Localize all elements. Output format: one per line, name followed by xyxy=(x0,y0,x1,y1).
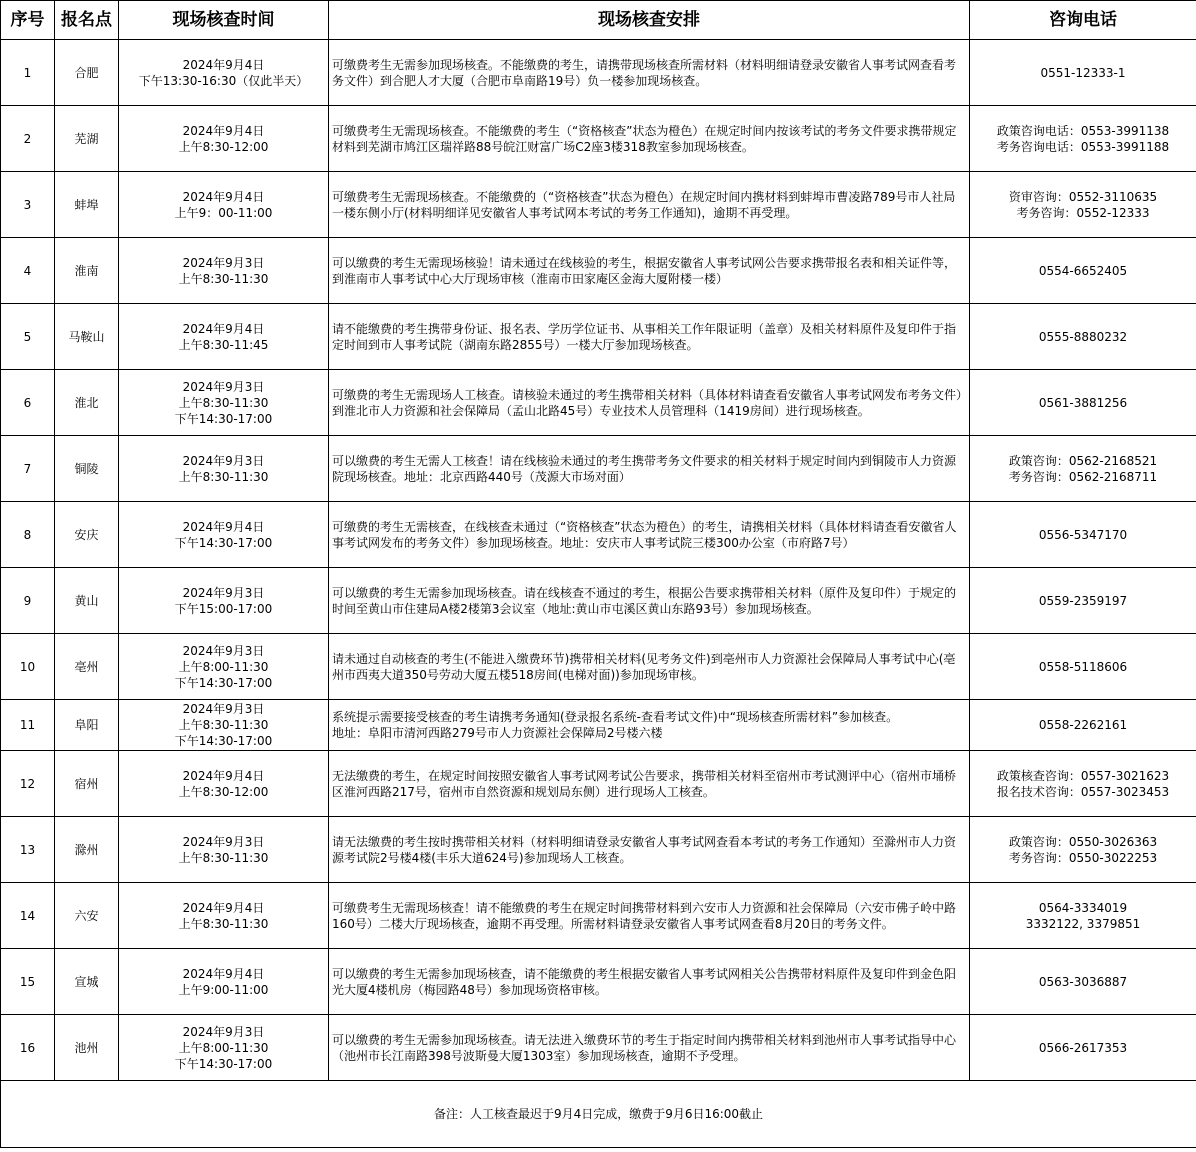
time-line: 上午8:00-11:30 xyxy=(178,659,269,674)
table-row xyxy=(1,700,1196,751)
row-time xyxy=(119,304,329,370)
table-row xyxy=(1,106,1196,172)
phone-line: 0555-8880232 xyxy=(1038,329,1128,344)
row-site: 铜陵 xyxy=(55,436,119,502)
row-arrangement xyxy=(329,817,970,883)
row-time xyxy=(119,106,329,172)
phone-line: 考务咨询：0550-3022253 xyxy=(1008,850,1158,865)
row-arrangement xyxy=(329,700,970,751)
row-time xyxy=(119,568,329,634)
time-line: 下午13:30-16:30（仅此半天） xyxy=(138,73,309,88)
table-row xyxy=(1,883,1196,949)
row-arrangement xyxy=(329,568,970,634)
phone-line: 0563-3036887 xyxy=(1038,974,1128,989)
arrangement-text: 可以缴费的考生无需参加现场核查。请无法进入缴费环节的考生于指定时间内携带相关材料到池州市人事考试指导中心（池州市长江南路398号波斯曼大厦1303室）参加现场核查，逾期不予受理。 xyxy=(332,1032,957,1063)
row-time xyxy=(119,40,329,106)
arrangement-text: 请无法缴费的考生按时携带相关材料（材料明细请登录安徽省人事考试网查看本考试的考务工作通知）至滁州市人力资源考试院2号楼4楼(丰乐大道624号)参加现场人工核查。 xyxy=(332,834,957,865)
row-arrangement xyxy=(329,370,970,436)
row-time xyxy=(119,751,329,817)
row-time xyxy=(119,238,329,304)
row-index: 8 xyxy=(1,502,55,568)
row-site: 六安 xyxy=(55,883,119,949)
time-line: 2024年9月3日 xyxy=(182,585,265,600)
row-index: 11 xyxy=(1,700,55,751)
time-line: 2024年9月4日 xyxy=(182,57,265,72)
row-time xyxy=(119,700,329,751)
row-arrangement xyxy=(329,1015,970,1081)
row-phone xyxy=(970,700,1196,751)
footer-row xyxy=(1,1081,1196,1148)
phone-line: 政策核查咨询：0557-3021623 xyxy=(996,768,1170,783)
row-time xyxy=(119,883,329,949)
phone-line: 考务咨询：0562-2168711 xyxy=(1008,469,1158,484)
phone-line: 0556-5347170 xyxy=(1038,527,1128,542)
table-row xyxy=(1,238,1196,304)
time-line: 2024年9月3日 xyxy=(182,453,265,468)
row-index: 2 xyxy=(1,106,55,172)
table-row xyxy=(1,634,1196,700)
time-line: 2024年9月4日 xyxy=(182,519,265,534)
row-phone xyxy=(970,106,1196,172)
time-line: 上午8:30-11:30 xyxy=(178,271,269,286)
row-site: 淮南 xyxy=(55,238,119,304)
phone-line: 0551-12333-1 xyxy=(1040,65,1126,80)
row-phone xyxy=(970,634,1196,700)
time-line: 上午8:30-11:30 xyxy=(178,469,269,484)
row-site: 安庆 xyxy=(55,502,119,568)
row-arrangement xyxy=(329,634,970,700)
header-site: 报名点 xyxy=(55,1,119,40)
time-line: 上午8:30-12:00 xyxy=(178,139,269,154)
arrangement-text: 可以缴费的考生无需参加现场核查，请不能缴费的考生根据安徽省人事考试网相关公告携带材料原件及复印件到金色阳光大厦4楼机房（梅园路48号）参加现场资格审核。 xyxy=(332,966,957,997)
row-phone xyxy=(970,502,1196,568)
arrangement-text: 无法缴费的考生，在规定时间按照安徽省人事考试网考试公告要求，携带相关材料至宿州市考试测评中心（宿州市埇桥区淮河西路217号，宿州市自然资源和规划局东侧）进行现场人工核查。 xyxy=(332,768,957,799)
row-time xyxy=(119,370,329,436)
table-row xyxy=(1,1015,1196,1081)
row-phone xyxy=(970,568,1196,634)
table-row xyxy=(1,436,1196,502)
time-line: 2024年9月4日 xyxy=(182,321,265,336)
row-site: 芜湖 xyxy=(55,106,119,172)
row-phone xyxy=(970,817,1196,883)
row-index: 10 xyxy=(1,634,55,700)
row-site: 合肥 xyxy=(55,40,119,106)
arrangement-text: 请不能缴费的考生携带身份证、报名表、学历学位证书、从事相关工作年限证明（盖章）及相关材料原件及复印件于指定时间到市人事考试院（湖南东路2855号）一楼大厅参加现场核查。 xyxy=(332,321,957,352)
row-arrangement xyxy=(329,40,970,106)
phone-line: 考务咨询：0552-12333 xyxy=(1016,205,1150,220)
row-index: 7 xyxy=(1,436,55,502)
arrangement-text: 请未通过自动核查的考生(不能进入缴费环节)携带相关材料(见考务文件)到亳州市人力资源社会保障局人事考试中心(亳州市西夷大道350号劳动大厦五楼518房间(电梯对面))参加现场审核。 xyxy=(332,651,956,682)
arrangement-text: 可缴费的考生无需现场人工核查。请核验未通过的考生携带相关材料（具体材料请查看安徽省人事考试网发布考务文件）到淮北市人力资源和社会保障局（孟山北路45号）专业技术人员管理科（1419房间）进行现场核查。 xyxy=(332,387,963,418)
row-arrangement xyxy=(329,172,970,238)
row-time xyxy=(119,172,329,238)
row-arrangement xyxy=(329,304,970,370)
row-time xyxy=(119,949,329,1015)
table-body xyxy=(1,40,1196,1081)
row-time xyxy=(119,1015,329,1081)
phone-line: 政策咨询电话：0553-3991138 xyxy=(996,123,1170,138)
row-index: 13 xyxy=(1,817,55,883)
time-line: 上午8:30-11:30 xyxy=(178,718,269,732)
row-time xyxy=(119,502,329,568)
time-line: 上午9:00-11:00 xyxy=(178,982,269,997)
row-phone xyxy=(970,949,1196,1015)
row-phone xyxy=(970,238,1196,304)
header-arrangement: 现场核查安排 xyxy=(329,1,970,40)
arrangement-address: 地址：阜阳市清河西路279号市人力资源社会保障局2号楼六楼 xyxy=(332,726,663,740)
row-time xyxy=(119,634,329,700)
row-arrangement xyxy=(329,883,970,949)
table-row xyxy=(1,40,1196,106)
arrangement-text: 系统提示需要接受核查的考生请携考务通知(登录报名系统-查看考试文件)中“现场核查所需材料”参加核查。 xyxy=(332,710,899,724)
table-row xyxy=(1,502,1196,568)
row-index: 14 xyxy=(1,883,55,949)
phone-line: 0559-2359197 xyxy=(1038,593,1128,608)
row-site: 亳州 xyxy=(55,634,119,700)
footer-note: 备注：人工核查最迟于9月4日完成，缴费于9月6日16:00截止 xyxy=(1,1081,1196,1148)
phone-line: 资审咨询：0552-3110635 xyxy=(1008,189,1158,204)
time-line: 上午8:30-11:30 xyxy=(178,916,269,931)
phone-line: 考务咨询电话：0553-3991188 xyxy=(996,139,1170,154)
time-line: 上午8:30-12:00 xyxy=(178,784,269,799)
table-row xyxy=(1,370,1196,436)
row-phone xyxy=(970,883,1196,949)
row-index: 16 xyxy=(1,1015,55,1081)
table-row xyxy=(1,568,1196,634)
row-arrangement xyxy=(329,949,970,1015)
time-line: 下午14:30-17:00 xyxy=(174,675,273,690)
time-line: 2024年9月3日 xyxy=(182,702,265,716)
table-row xyxy=(1,949,1196,1015)
time-line: 2024年9月4日 xyxy=(182,900,265,915)
time-line: 2024年9月4日 xyxy=(182,123,265,138)
row-index: 5 xyxy=(1,304,55,370)
row-phone xyxy=(970,1015,1196,1081)
phone-line: 0564-3334019 xyxy=(1038,900,1128,915)
time-line: 下午14:30-17:00 xyxy=(174,734,273,748)
row-site: 马鞍山 xyxy=(55,304,119,370)
time-line: 上午8:30-11:30 xyxy=(178,395,269,410)
phone-line: 3332122, 3379851 xyxy=(1025,916,1141,931)
arrangement-text: 可缴费考生无需现场核查！请不能缴费的考生在规定时间携带材料到六安市人力资源和社会保障局（六安市佛子岭中路160号）二楼大厅现场核查，逾期不再受理。所需材料请登录安徽省人事考试网查看8月20日的考务文件。 xyxy=(332,900,957,931)
arrangement-text: 可缴费的考生无需核查，在线核查未通过（“资格核查”状态为橙色）的考生，请携相关材料（具体材料请查看安徽省人事考试网发布的考务文件）参加现场核查。地址：安庆市人事考试院三楼300办公室（市府路7号） xyxy=(332,519,957,550)
phone-line: 0561-3881256 xyxy=(1038,395,1128,410)
row-index: 6 xyxy=(1,370,55,436)
row-index: 4 xyxy=(1,238,55,304)
time-line: 2024年9月3日 xyxy=(182,643,265,658)
row-site: 宣城 xyxy=(55,949,119,1015)
time-line: 2024年9月4日 xyxy=(182,768,265,783)
time-line: 2024年9月3日 xyxy=(182,834,265,849)
row-index: 3 xyxy=(1,172,55,238)
row-site: 阜阳 xyxy=(55,700,119,751)
row-phone xyxy=(970,172,1196,238)
row-phone xyxy=(970,436,1196,502)
time-line: 2024年9月4日 xyxy=(182,189,265,204)
time-line: 2024年9月3日 xyxy=(182,379,265,394)
arrangement-text: 可以缴费的考生无需参加现场核查。请在线核查不通过的考生，根据公告要求携带相关材料（原件及复印件）于规定的时间至黄山市住建局A楼2楼第3会议室（地址:黄山市屯溪区黄山东路93号）参加现场核查。 xyxy=(332,585,957,616)
time-line: 2024年9月3日 xyxy=(182,1024,265,1039)
phone-line: 报名技术咨询：0557-3023453 xyxy=(996,784,1170,799)
time-line: 上午8:30-11:45 xyxy=(178,337,269,352)
header-phone: 咨询电话 xyxy=(970,1,1196,40)
time-line: 上午8:00-11:30 xyxy=(178,1040,269,1055)
row-site: 宿州 xyxy=(55,751,119,817)
phone-line: 0558-5118606 xyxy=(1038,659,1128,674)
arrangement-text: 可缴费考生无需现场核查。不能缴费的考生（“资格核查”状态为橙色）在规定时间内按该考试的考务文件要求携带规定材料到芜湖市鸠江区瑞祥路88号皖江财富广场C2座3楼318教室参加现场核查。 xyxy=(332,123,957,154)
time-line: 上午9：00-11:00 xyxy=(174,205,273,220)
row-time xyxy=(119,436,329,502)
table-row xyxy=(1,172,1196,238)
table-row xyxy=(1,304,1196,370)
row-index: 1 xyxy=(1,40,55,106)
arrangement-text: 可缴费考生无需参加现场核查。不能缴费的考生，请携带现场核查所需材料（材料明细请登录安徽省人事考试网查看考务文件）到合肥人才大厦（合肥市阜南路19号）负一楼参加现场核查。 xyxy=(332,57,957,88)
row-site: 淮北 xyxy=(55,370,119,436)
row-arrangement xyxy=(329,751,970,817)
row-site: 黄山 xyxy=(55,568,119,634)
row-index: 9 xyxy=(1,568,55,634)
arrangement-text: 可以缴费的考生无需人工核查！请在线核验未通过的考生携带考务文件要求的相关材料于规定时间内到铜陵市人力资源院现场核查。地址：北京西路440号（茂源大市场对面） xyxy=(332,453,957,484)
time-line: 下午14:30-17:00 xyxy=(174,411,273,426)
phone-line: 0554-6652405 xyxy=(1038,263,1128,278)
row-index: 12 xyxy=(1,751,55,817)
time-line: 2024年9月4日 xyxy=(182,966,265,981)
row-time xyxy=(119,817,329,883)
row-phone xyxy=(970,370,1196,436)
row-phone xyxy=(970,751,1196,817)
time-line: 下午14:30-17:00 xyxy=(174,1056,273,1071)
time-line: 上午8:30-11:30 xyxy=(178,850,269,865)
arrangement-text: 可缴费考生无需现场核查。不能缴费的（“资格核查”状态为橙色）在规定时间内携材料到蚌埠市曹凌路789号市人社局一楼东侧小厅(材料明细详见安徽省人事考试网本考试的考务工作通知)，逾期不再受理。 xyxy=(332,189,956,220)
row-phone xyxy=(970,304,1196,370)
arrangement-text: 可以缴费的考生无需现场核验！请未通过在线核验的考生，根据安徽省人事考试网公告要求携带报名表和相关证件等，到淮南市人事考试中心大厅现场审核（淮南市田家庵区金海大厦附楼一楼） xyxy=(332,255,957,286)
row-index: 15 xyxy=(1,949,55,1015)
phone-line: 0566-2617353 xyxy=(1038,1040,1128,1055)
header-index: 序号 xyxy=(1,1,55,40)
row-site: 蚌埠 xyxy=(55,172,119,238)
table-row xyxy=(1,751,1196,817)
row-phone xyxy=(970,40,1196,106)
time-line: 下午14:30-17:00 xyxy=(174,535,273,550)
row-site: 池州 xyxy=(55,1015,119,1081)
time-line: 下午15:00-17:00 xyxy=(174,601,273,616)
row-arrangement xyxy=(329,238,970,304)
phone-line: 0558-2262161 xyxy=(1038,718,1128,732)
phone-line: 政策咨询：0562-2168521 xyxy=(1008,453,1158,468)
time-line: 2024年9月3日 xyxy=(182,255,265,270)
phone-line: 政策咨询：0550-3026363 xyxy=(1008,834,1158,849)
table-row xyxy=(1,817,1196,883)
row-arrangement xyxy=(329,436,970,502)
header-time: 现场核查时间 xyxy=(119,1,329,40)
row-site: 滁州 xyxy=(55,817,119,883)
row-arrangement xyxy=(329,502,970,568)
row-arrangement xyxy=(329,106,970,172)
header-row xyxy=(1,1,1196,40)
